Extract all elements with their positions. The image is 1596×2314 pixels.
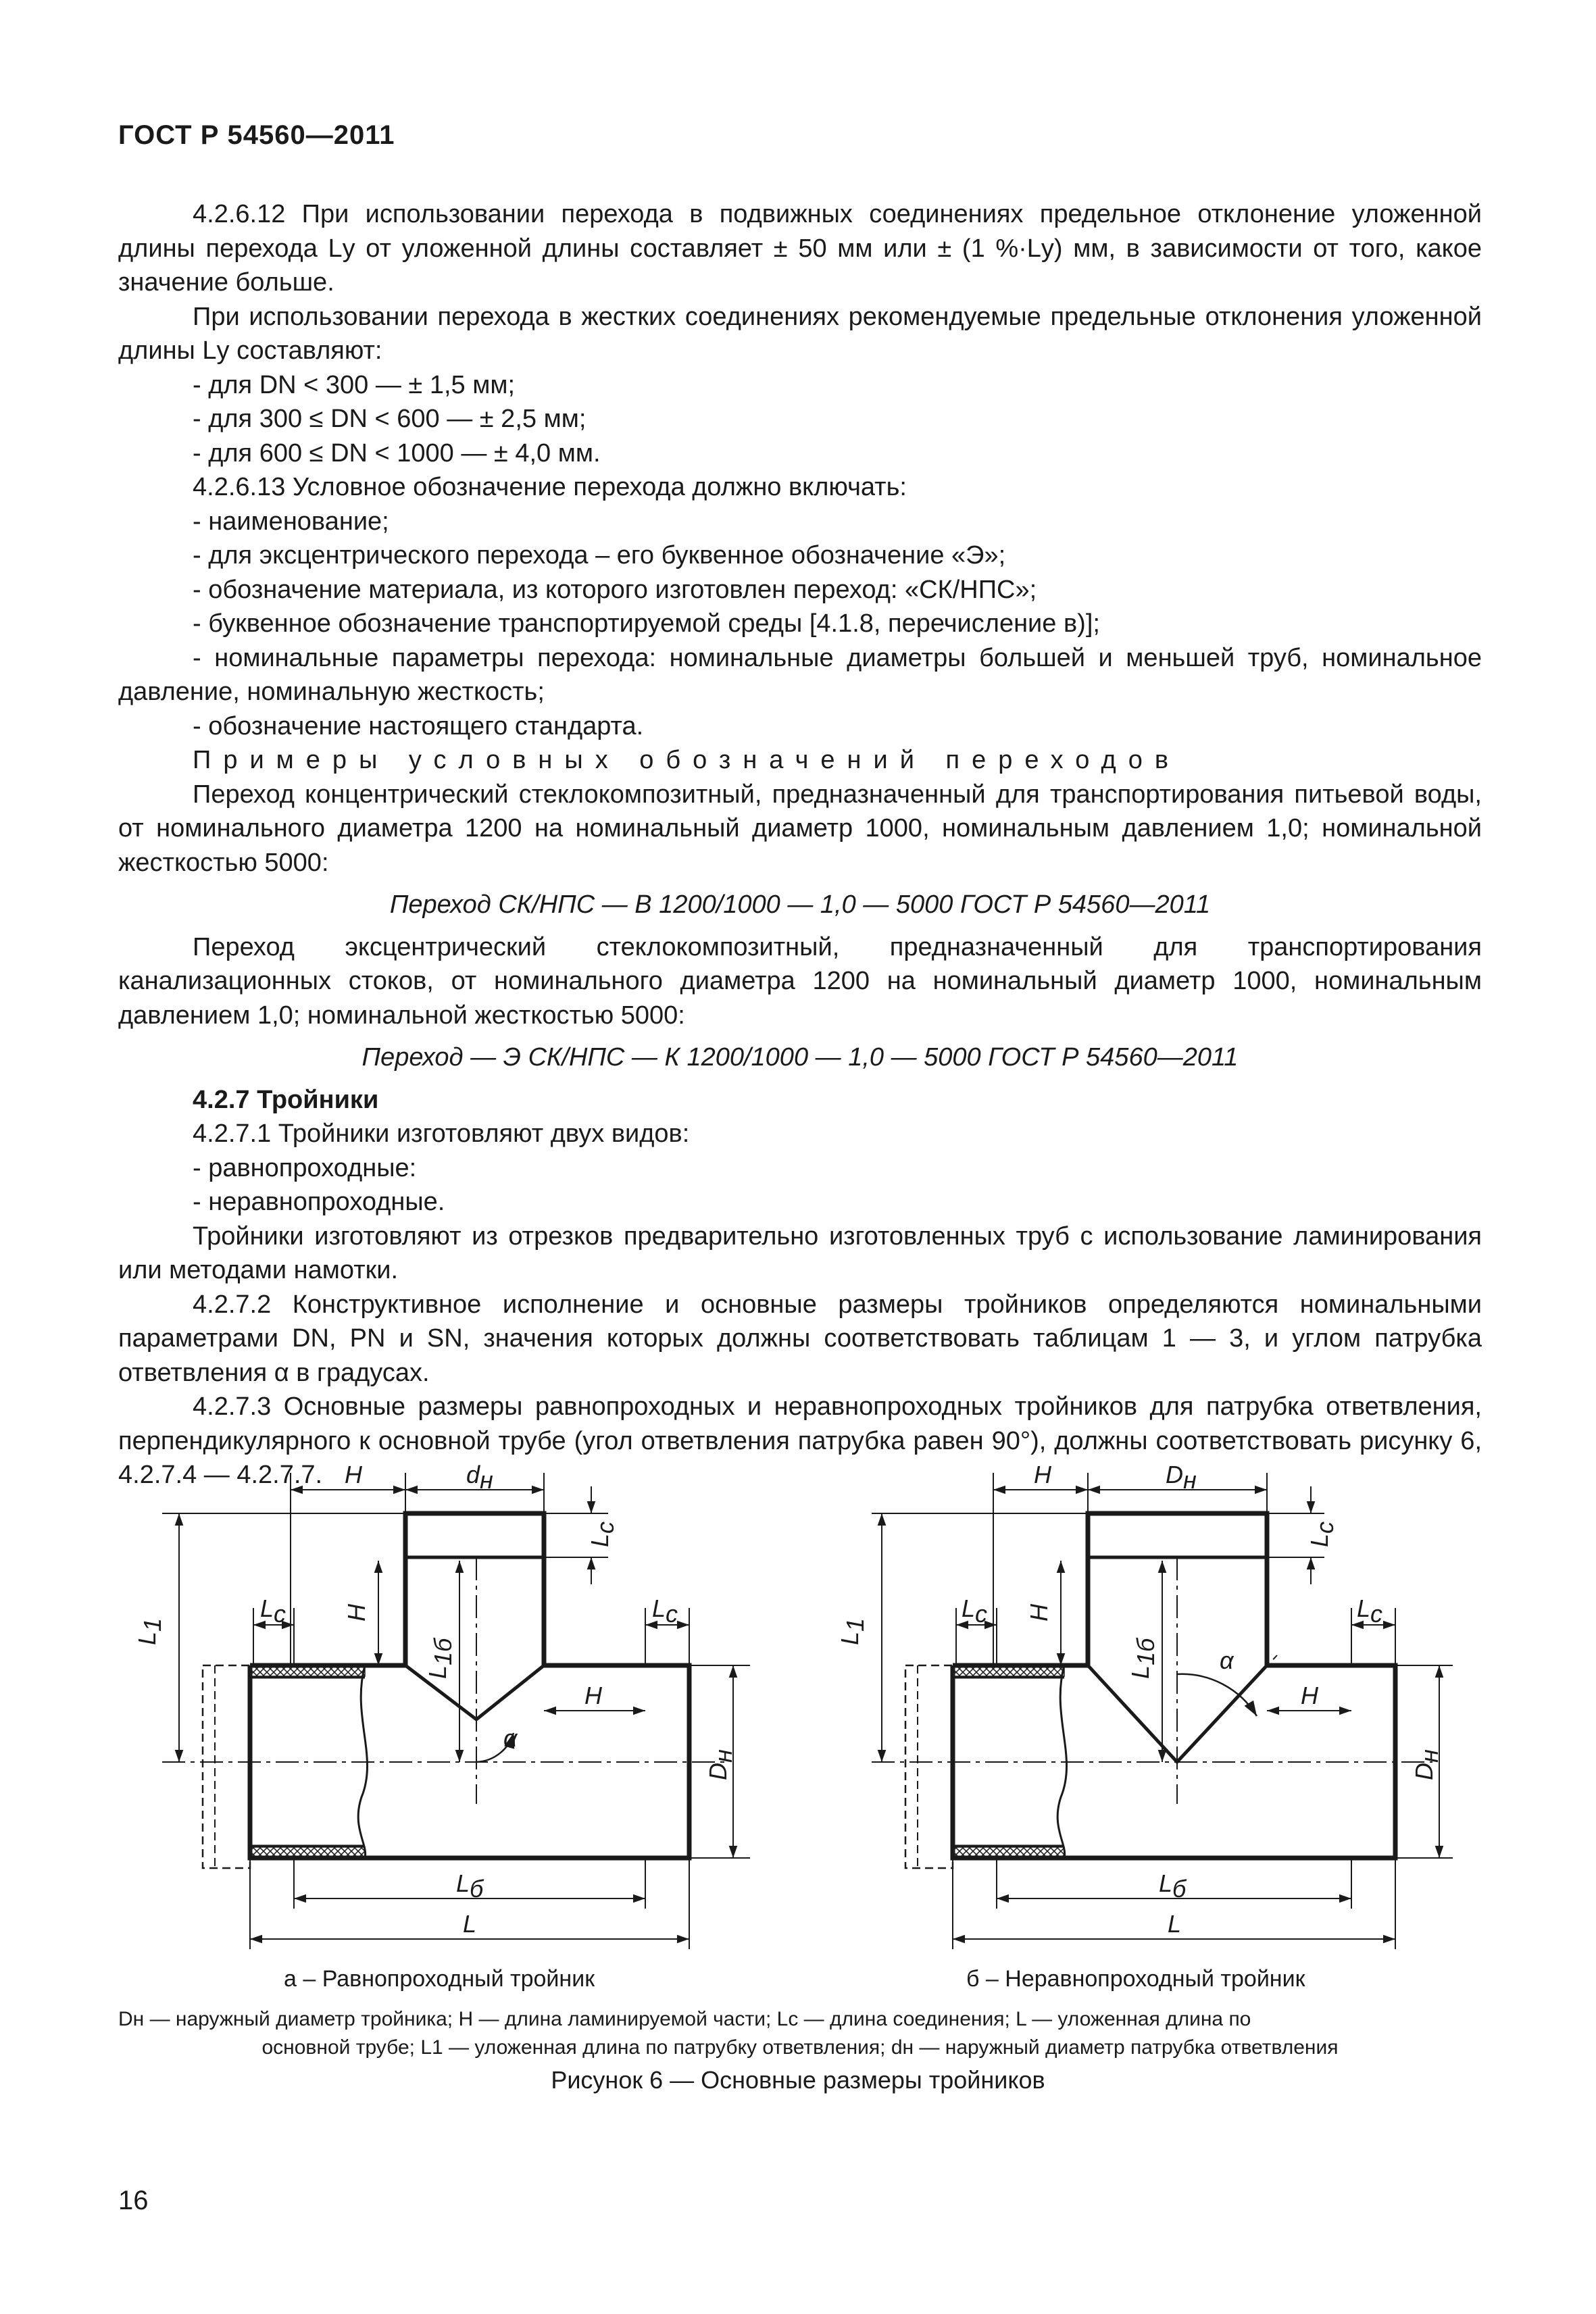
laminate-hatch [953, 1667, 1064, 1676]
examples-heading: Примеры условных обозначений переходов [193, 746, 1181, 774]
dim-label: Lс [586, 1521, 619, 1547]
dim-label: H [1034, 1461, 1051, 1488]
main-pipe-outline [953, 1513, 1395, 1858]
dimension-labels-equal [133, 1461, 737, 1938]
legend-line: основной трубе; L1 — уложенная длина по патрубку ответвления; dн — наружный диаметр патрубка ответвления [261, 2036, 1339, 2059]
list-item: - для DN < 300 — ± 1,5 мм; [193, 370, 516, 399]
dim-label: H [584, 1682, 602, 1709]
dim-label: L1б [424, 1638, 457, 1679]
section-heading: 4.2.7 Тройники [193, 1085, 379, 1114]
document-body [118, 197, 1482, 1492]
dim-label: Lс [652, 1594, 678, 1628]
dim-label: H [1025, 1604, 1053, 1621]
list-item: - для 600 ≤ DN < 1000 — ± 4,0 мм. [193, 438, 601, 468]
caption-equal-tee: а – Равнопроходный тройник [284, 1966, 595, 1992]
example-designation: Переход СК/НПС — В 1200/1000 — 1,0 — 5000 ГОСТ Р 54560—2011 [389, 890, 1211, 919]
list-item: - номинальные параметры перехода: номинальные диаметры большей и меньшей труб, номинальное давление, номинальную жесткость; [118, 643, 1482, 706]
dim-label: Dн [1166, 1461, 1197, 1494]
document-header: ГОСТ Р 54560—2011 [118, 120, 395, 150]
list-item: - для 300 ≤ DN < 600 — ± 2,5 мм; [193, 405, 587, 433]
dim-label: Lс [1357, 1594, 1383, 1628]
dashed-connection-outline [203, 1665, 250, 1868]
dim-label: Lб [456, 1869, 484, 1903]
figure-legend [118, 2005, 1482, 2062]
dim-label: Dн [1410, 1749, 1443, 1780]
laminate-hatch [250, 1667, 365, 1676]
dim-label: L1 [133, 1617, 166, 1645]
laminate-hatch [953, 1847, 1064, 1857]
dim-label: L1 [836, 1617, 869, 1645]
paragraph: 4.2.7.2 Конструктивное исполнение и основные размеры тройников определяются номинальными параметрами DN, PN и SN, значения которых должны соответствовать таблицам 1 — 3, и углом патрубка ответвления α в градусах. [118, 1290, 1482, 1387]
figure-title: Рисунок 6 — Основные размеры тройников [551, 2066, 1045, 2094]
paragraph: 4.2.7.3 Основные размеры равнопроходных и неравнопроходных тройников для патрубка ответвления, перпендикулярного к основной трубе (угол ответвления патрубка равен 90°), должны соответствовать рисунку 6, 4.2.7.4 — 4.2.7.7. [118, 1392, 1482, 1489]
laminate-hatch [250, 1847, 365, 1857]
figure-6 [0, 1459, 1596, 2000]
dim-label: H [1301, 1682, 1318, 1709]
dim-label: Lб [1159, 1869, 1187, 1903]
page-number: 16 [118, 2186, 149, 2215]
paragraph: 4.2.6.13 Условное обозначение перехода должно включать: [193, 473, 907, 501]
dashed-connection-outline [905, 1665, 953, 1868]
dim-label: L1б [1126, 1638, 1159, 1679]
list-item: - для эксцентрического перехода – его буквенное обозначение «Э»; [193, 541, 1006, 570]
paragraph: Переход эксцентрический стеклокомпозитный, предназначенный для транспортирования канализационных стоков, от номинального диаметра 1200 на номинальный диаметр 1000, номинальным давлением 1,0; номинальной жесткостью 5000: [118, 932, 1482, 1030]
paragraph: Переход концентрический стеклокомпозитный, предназначенный для транспортирования питьевой воды, от номинального диаметра 1200 на номинальный диаметр 1000, номинальным давлением 1,0; номинальной жесткостью 5000: [118, 780, 1482, 877]
list-item: - наименование; [193, 507, 389, 536]
dim-label: Lс [1305, 1521, 1339, 1547]
paragraph: При использовании перехода в жестких соединениях рекомендуемые предельные отклонения уложенной длины Lу составляют: [118, 302, 1482, 365]
dim-label: Lс [962, 1594, 988, 1628]
dim-label: Lс [260, 1594, 286, 1628]
dim-label: α [1220, 1646, 1234, 1674]
dimension-labels-reducing [836, 1461, 1443, 1938]
paragraph: Тройники изготовляют из отрезков предварительно изготовленных труб с использование ламинирования или методами намотки. [118, 1222, 1482, 1284]
dim-label: dн [466, 1461, 493, 1494]
tee-drawings [0, 1459, 1596, 2000]
dim-label: L [1168, 1910, 1182, 1938]
dim-label: H [345, 1461, 362, 1488]
dim-label: L [463, 1910, 477, 1938]
dim-label: α [503, 1724, 518, 1752]
list-item: - обозначение настоящего стандарта. [193, 711, 644, 740]
list-item: - равнопроходные: [193, 1153, 417, 1182]
caption-reducing-tee: б – Неравнопроходный тройник [966, 1966, 1305, 1992]
dim-label: H [343, 1604, 370, 1621]
legend-line: Dн — наружный диаметр тройника; H — длина ламинируемой части; Lс — длина соединения; L — уложенная длина по [118, 2008, 1251, 2030]
dim-label: Dн [704, 1749, 737, 1780]
list-item: - обозначение материала, из которого изготовлен переход: «СК/НПС»; [193, 575, 1037, 604]
list-item: - буквенное обозначение транспортируемой среды [4.1.8, перечисление в)]; [193, 609, 1100, 638]
example-designation: Переход — Э СК/НПС — К 1200/1000 — 1,0 — 5000 ГОСТ Р 54560—2011 [361, 1043, 1239, 1072]
paragraph: 4.2.7.1 Тройники изготовляют двух видов: [193, 1120, 690, 1148]
list-item: - неравнопроходные. [193, 1188, 445, 1216]
paragraph: 4.2.6.12 При использовании перехода в подвижных соединениях предельное отклонение уложенной длины перехода Lу от уложенной длины составляет ± 50 мм или ± (1 %·Lу) мм, в зависимости от того, какое значение больше. [118, 200, 1482, 297]
main-pipe-outline [250, 1513, 689, 1858]
